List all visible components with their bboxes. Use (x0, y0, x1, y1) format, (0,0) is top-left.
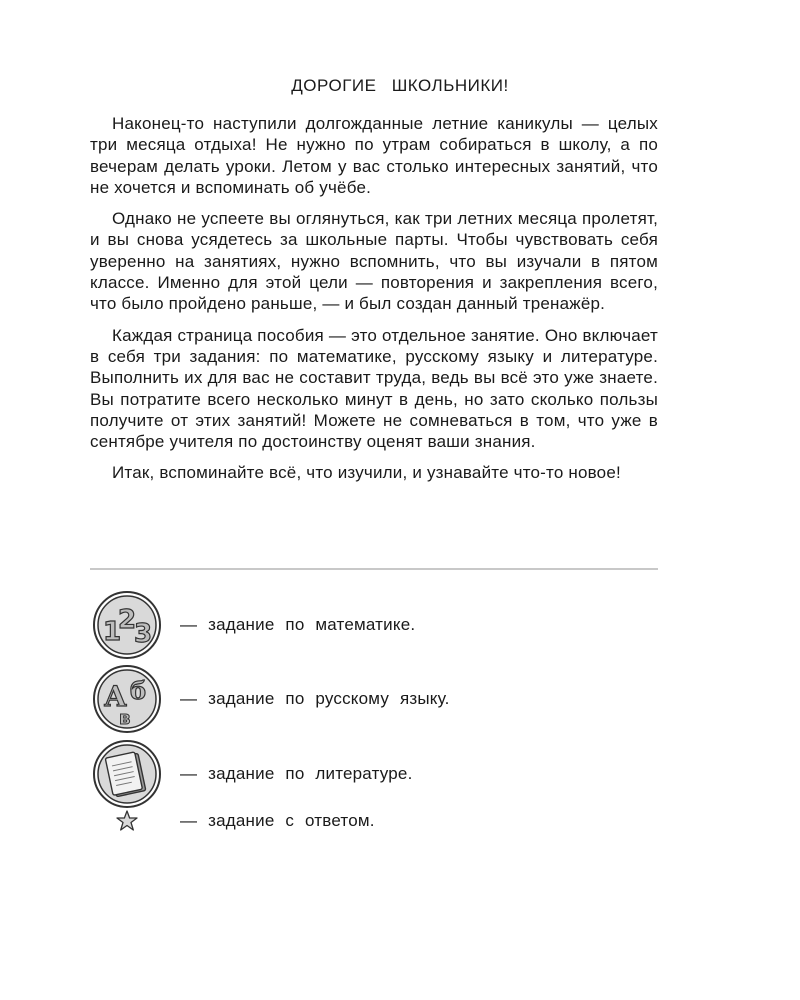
legend-item-russian (92, 664, 450, 734)
intro-paragraph-4: Итак, вспоминайте всё, что изучили, и узнавайте что-то новое! (112, 463, 621, 483)
legend-text-literature: — задание по литературе. (180, 764, 413, 783)
badge-glyph-3: 3 (134, 619, 153, 649)
legend-text-math: — задание по математике. (180, 615, 416, 634)
page-title: ДОРОГИЕ ШКОЛЬНИКИ! (291, 76, 509, 95)
intro-paragraph-3: Каждая страница пособия — это отдельное занятие. Оно включает в себя три задания: по математике, русскому языку и литературе. Выполнить их для вас не составит труда, ведь вы всё это уже знаете. Вы потратите всего несколько минут в день, но зато сколько пользы получите от этих занятий! Можете не сомневаться в том, что уже в сентябре учителя по достоинству оценят ваши знания. (90, 325, 658, 452)
book-icon (92, 739, 162, 809)
badge-glyph-2: 2 (118, 605, 137, 635)
divider (90, 568, 658, 570)
legend-item-answer (92, 809, 375, 833)
russian-letters-icon (92, 664, 162, 734)
badge-glyph-v: в (119, 708, 131, 729)
star-icon (115, 809, 139, 833)
legend-item-math (92, 590, 415, 660)
badge-glyph-1: 1 (103, 617, 122, 647)
badge-glyph-b: б (130, 676, 147, 705)
legend-item-literature (92, 739, 413, 809)
intro-paragraph-1: Наконец-то наступили долгожданные летние каникулы — целых три месяца отдыха! Не нужно по утрам собираться в школу, а по вечерам делать уроки. Летом у вас столько интересных занятий, что не хочется и вспоминать об учёбе. (90, 114, 658, 197)
legend-text-russian: — задание по русскому языку. (180, 689, 450, 708)
math-123-icon (92, 590, 162, 660)
intro-text (90, 113, 658, 494)
intro-paragraph-2: Однако не успеете вы оглянуться, как три летних месяца пролетят, и вы снова усядетесь за школьные парты. Чтобы чувствовать себя уверенно на занятиях, нужно вспомнить, что вы изучали в пятом классе. Именно для этой цели — повторения и закрепления всего, что было пройдено раньше, — и был создан данный тренажёр. (90, 209, 658, 314)
badge-glyph-a: А (104, 680, 127, 713)
legend-text-answer: — задание с ответом. (180, 811, 375, 830)
